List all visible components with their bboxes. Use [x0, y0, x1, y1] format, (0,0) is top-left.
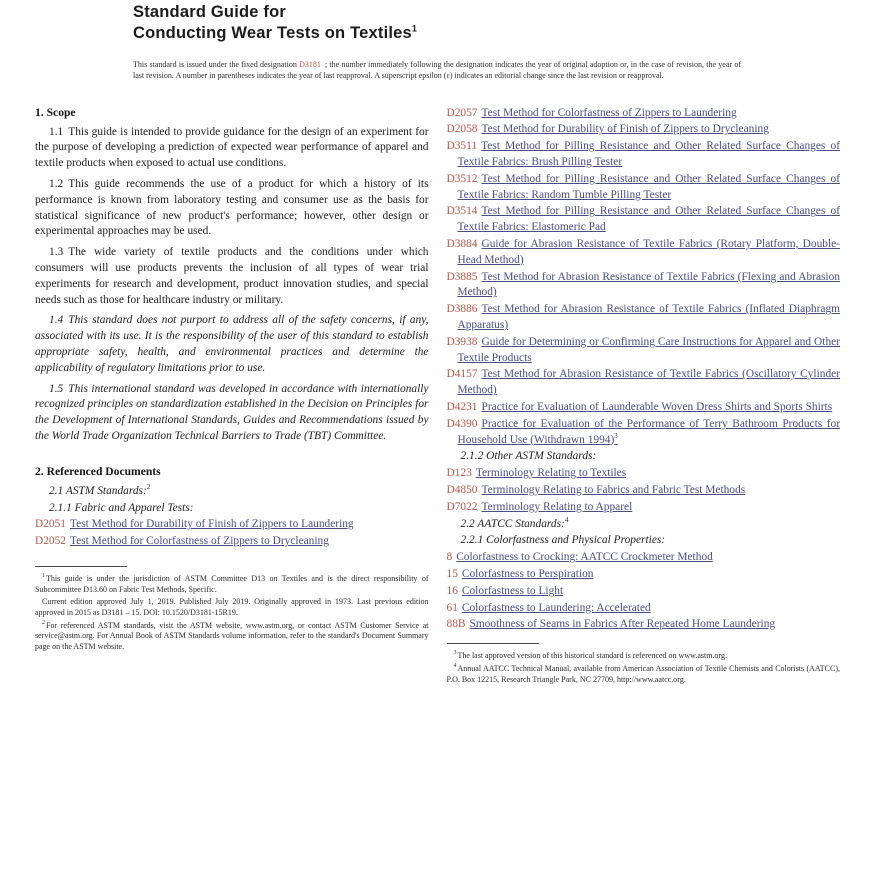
footnote-marker: 2 [42, 620, 45, 627]
standard-title-link[interactable]: Test Method for Abrasion Resistance of Textile Fabrics (Flexing and Abrasion Method) [457, 270, 840, 299]
standard-designation-link[interactable]: D2051 [35, 518, 67, 531]
reference-entry [447, 335, 841, 367]
footnote [447, 664, 841, 685]
standard-title-link[interactable]: Guide for Determining or Confirming Care Instructions for Apparel and Other Textile Products [457, 335, 840, 364]
footnote [35, 597, 429, 618]
footnote-text: The last approved version of this historical standard is referenced on www.astm.org. [457, 651, 727, 661]
paragraph-number: 1.3 [49, 246, 64, 259]
standard-title-link[interactable]: Terminology Relating to Fabrics and Fabric Test Methods [481, 483, 746, 496]
standard-title-link[interactable]: Terminology Relating to Apparel [481, 500, 633, 513]
reference-entry [447, 601, 841, 617]
reference-entry [447, 500, 841, 516]
standard-designation-link[interactable]: D3938 [446, 335, 478, 348]
standard-title-link[interactable]: Guide for Abrasion Resistance of Textile Fabrics (Rotary Platform, Double-Head Method) [457, 237, 840, 266]
footnote-text: This guide is under the jurisdiction of ASTM Committee D13 on Textiles and is the direct responsibility of Subcommittee D13.60 on Fabric Test Methods, Specific. [35, 573, 429, 594]
boilerplate-post: ; the number immediately following the designation indicates the year of original adoption or, in the case of revision, the year of last revision. A number in parentheses indicates the year of last reapproval. A superscript epsilon (ε) indicates an editorial change since the last revision or reapproval. [133, 60, 742, 80]
document-title [133, 2, 840, 44]
paragraph-text: This guide is intended to provide guidance for the design of an experiment for the purpose of developing a prediction of expected wear performance of apparel and textile products when exposed to actual use conditions. [35, 125, 429, 170]
reference-entry [447, 204, 841, 236]
subheading-aatcc-standards [447, 517, 841, 533]
footnote-text: For referenced ASTM standards, visit the ASTM website, www.astm.org, or contact ASTM Customer Service at service@astm.org. For Annual Book of ASTM Standards volume information, refer to the standard's Document Summary page on the ASTM website. [35, 620, 429, 652]
left-column [35, 106, 429, 688]
title-line-1: Standard Guide for [133, 3, 287, 21]
footnote-marker: 4 [453, 663, 457, 670]
paragraph-text: This guide recommends the use of a product for which a history of its performance is known from laboratory testing and consumer use as the basis for statistical significance of new product's performance; however, other design or experimental approaches may be used. [35, 177, 429, 238]
standard-title-link[interactable]: Colorfastness to Perspiration [461, 567, 594, 580]
reference-entry [447, 483, 841, 499]
section-heading-scope: 1. Scope [35, 105, 76, 119]
standard-designation-link[interactable]: D3886 [446, 303, 478, 316]
scope-paragraph [35, 382, 429, 445]
reference-entry [35, 534, 429, 550]
standard-title-link[interactable]: Terminology Relating to Textiles [475, 467, 627, 480]
reference-entry [447, 172, 841, 204]
subheading-text: 2.1 ASTM Standards: [49, 484, 147, 497]
boilerplate-pre: This standard is issued under the fixed designation [133, 60, 300, 69]
paragraph-text: The wide variety of textile products and the conditions under which consumers will use products prevents the inclusion of all types of wear trial experiments for research and development, product innovation studies, and special needs such as those for healthcare industry or military. [35, 246, 429, 306]
standard-title-link[interactable]: Test Method for Durability of Finish of Zippers to Drycleaning [481, 123, 769, 136]
footnote-marker: 1 [42, 573, 45, 580]
reference-entry [447, 400, 841, 416]
paragraph-number: 1.4 [49, 314, 64, 327]
standard-designation-link[interactable]: 15 [446, 567, 458, 580]
footnote [35, 621, 429, 653]
standard-designation-link[interactable]: D3514 [446, 205, 478, 218]
standard-designation-link[interactable]: D4390 [446, 417, 478, 430]
subheading-colorfastness: 2.2.1 Colorfastness and Physical Properties: [460, 534, 666, 547]
footnote [447, 651, 841, 662]
standard-designation-link[interactable]: D3885 [446, 270, 478, 283]
footnote-marker: 3 [614, 431, 618, 440]
reference-entry [447, 567, 841, 583]
standard-designation-link[interactable]: D2057 [446, 106, 478, 119]
reference-entry [447, 617, 841, 633]
standard-designation-link[interactable]: D4850 [446, 483, 478, 496]
paragraph-text: This international standard was developed in accordance with internationally recognized principles on standardization established in the Decision on Principles for the Development of International Standards, Guides and Recommendations issued by the World Trade Organization Technical Barriers to Trade (TBT) Committee. [35, 382, 429, 442]
reference-entry [447, 417, 841, 449]
two-column-body [35, 106, 840, 688]
standard-title-link[interactable] [458, 418, 841, 446]
standard-title-link[interactable]: Test Method for Colorfastness of Zippers to Drycleaning [70, 535, 329, 548]
footnote-text: Annual AATCC Technical Manual, available from American Association of Textile Chemists and Colorists (AATCC), P.O. Box 12215, Research Triangle Park, NC 27709, http://www.aatcc.org. [446, 663, 840, 684]
right-footnotes [447, 643, 841, 685]
standard-title-link[interactable]: Colorfastness to Laundering: Accelerated [461, 601, 651, 614]
standard-title-link[interactable]: Test Method for Pilling Resistance and Other Related Surface Changes of Textile Fabrics: Random Tumble Pilling Tester [457, 172, 840, 201]
standard-designation-link[interactable]: 8 [446, 551, 453, 564]
standard-designation-link[interactable]: D3512 [446, 172, 478, 185]
standard-designation-link[interactable]: D2052 [35, 535, 67, 548]
reference-entry [447, 122, 841, 138]
reference-entry [447, 139, 841, 171]
standard-title-link[interactable]: Colorfastness to Crocking: AATCC Crockmeter Method [456, 551, 713, 564]
reference-entry [447, 584, 841, 600]
reference-entry [447, 302, 841, 334]
footnote-marker: 4 [564, 515, 569, 524]
reference-entry [447, 550, 841, 566]
reference-entry [35, 517, 429, 533]
subheading-fabric-apparel-tests: 2.1.1 Fabric and Apparel Tests: [49, 501, 194, 514]
footnote-rule [447, 643, 539, 644]
standard-designation-link[interactable]: D4231 [446, 400, 478, 413]
standard-designation-link[interactable]: D3884 [446, 237, 478, 250]
scope-paragraph [35, 313, 429, 376]
footnote [35, 574, 429, 595]
standard-designation-link[interactable]: 16 [446, 584, 458, 597]
paragraph-number: 1.2 [49, 177, 64, 190]
standard-title-link[interactable]: Test Method for Pilling Resistance and Other Related Surface Changes of Textile Fabrics: Brush Pilling Tester [457, 140, 840, 168]
standard-title-link[interactable]: Test Method for Durability of Finish of Zippers to Laundering [70, 518, 354, 531]
right-column [447, 106, 841, 688]
title-block [133, 2, 840, 82]
standard-title-link[interactable]: Test Method for Abrasion Resistance of Textile Fabrics (Oscillatory Cylinder Method) [457, 368, 840, 397]
standard-title-text: Practice for Evaluation of the Performance of Terry Bathroom Products for Household Use (Withdrawn 1994) [457, 417, 840, 446]
reference-entry [447, 367, 841, 399]
standard-title-link[interactable]: Practice for Evaluation of Launderable Woven Dress Shirts and Sports Shirts [481, 400, 833, 413]
footnote-text: Current edition approved July 1, 2019. Published July 2019. Originally approved in 1973. Last previous edition approved in 2015 as D3181 – 15. DOI: 10.1520/D3181-15R19. [35, 597, 429, 618]
standard-title-link[interactable]: Colorfastness to Light [461, 584, 564, 597]
paragraph-number: 1.1 [49, 125, 64, 138]
standard-designation-link[interactable]: 88B [446, 618, 466, 631]
reference-entry [447, 106, 841, 122]
boilerplate-note [133, 60, 741, 82]
scope-paragraph [35, 245, 429, 308]
scope-paragraph [35, 125, 429, 172]
standard-title-link[interactable]: Smoothness of Seams in Fabrics After Repeated Home Laundering [469, 618, 776, 631]
paragraph-number: 1.5 [49, 382, 64, 395]
reference-entry [447, 237, 841, 269]
section-heading-referenced-documents: 2. Referenced Documents [35, 464, 161, 478]
title-line-2 [133, 23, 840, 44]
title-text: Conducting Wear Tests on Textiles [133, 24, 412, 42]
standard-title-link[interactable]: Test Method for Colorfastness of Zippers to Laundering [481, 106, 737, 119]
subheading-text: 2.2 AATCC Standards: [460, 517, 565, 530]
standard-designation-link[interactable]: D4157 [446, 368, 478, 381]
reference-entry [447, 270, 841, 302]
footnote-rule [35, 566, 127, 567]
standard-title-link[interactable]: Test Method for Pilling Resistance and Other Related Surface Changes of Textile Fabrics: Elastomeric Pad [457, 205, 840, 234]
footnote-marker: 2 [146, 482, 151, 491]
standard-title-link[interactable]: Test Method for Abrasion Resistance of Textile Fabrics (Inflated Diaphragm Apparatus) [457, 303, 840, 331]
standard-designation-link[interactable]: D2058 [446, 123, 478, 136]
paragraph-text: This standard does not purport to address all of the safety concerns, if any, associated with its use. It is the responsibility of the user of this standard to establish appropriate safety, health, and environmental practices and determine the applicability of regulatory limitations prior to use. [35, 314, 429, 374]
footnote-marker: 3 [453, 650, 457, 657]
scope-paragraph [35, 177, 429, 240]
title-footnote-marker: 1 [411, 23, 418, 34]
standard-designation-link[interactable]: D123 [446, 467, 472, 480]
left-footnotes [35, 566, 429, 653]
subheading-other-astm-standards: 2.1.2 Other ASTM Standards: [460, 450, 597, 463]
standard-designation-link[interactable]: 61 [446, 601, 458, 614]
standard-designation-link[interactable]: D7022 [446, 500, 478, 513]
subheading-astm-standards [35, 484, 429, 500]
standard-designation-link[interactable]: D3511 [446, 140, 478, 153]
designation-link[interactable]: D3181 [299, 60, 321, 69]
reference-entry [447, 466, 841, 482]
